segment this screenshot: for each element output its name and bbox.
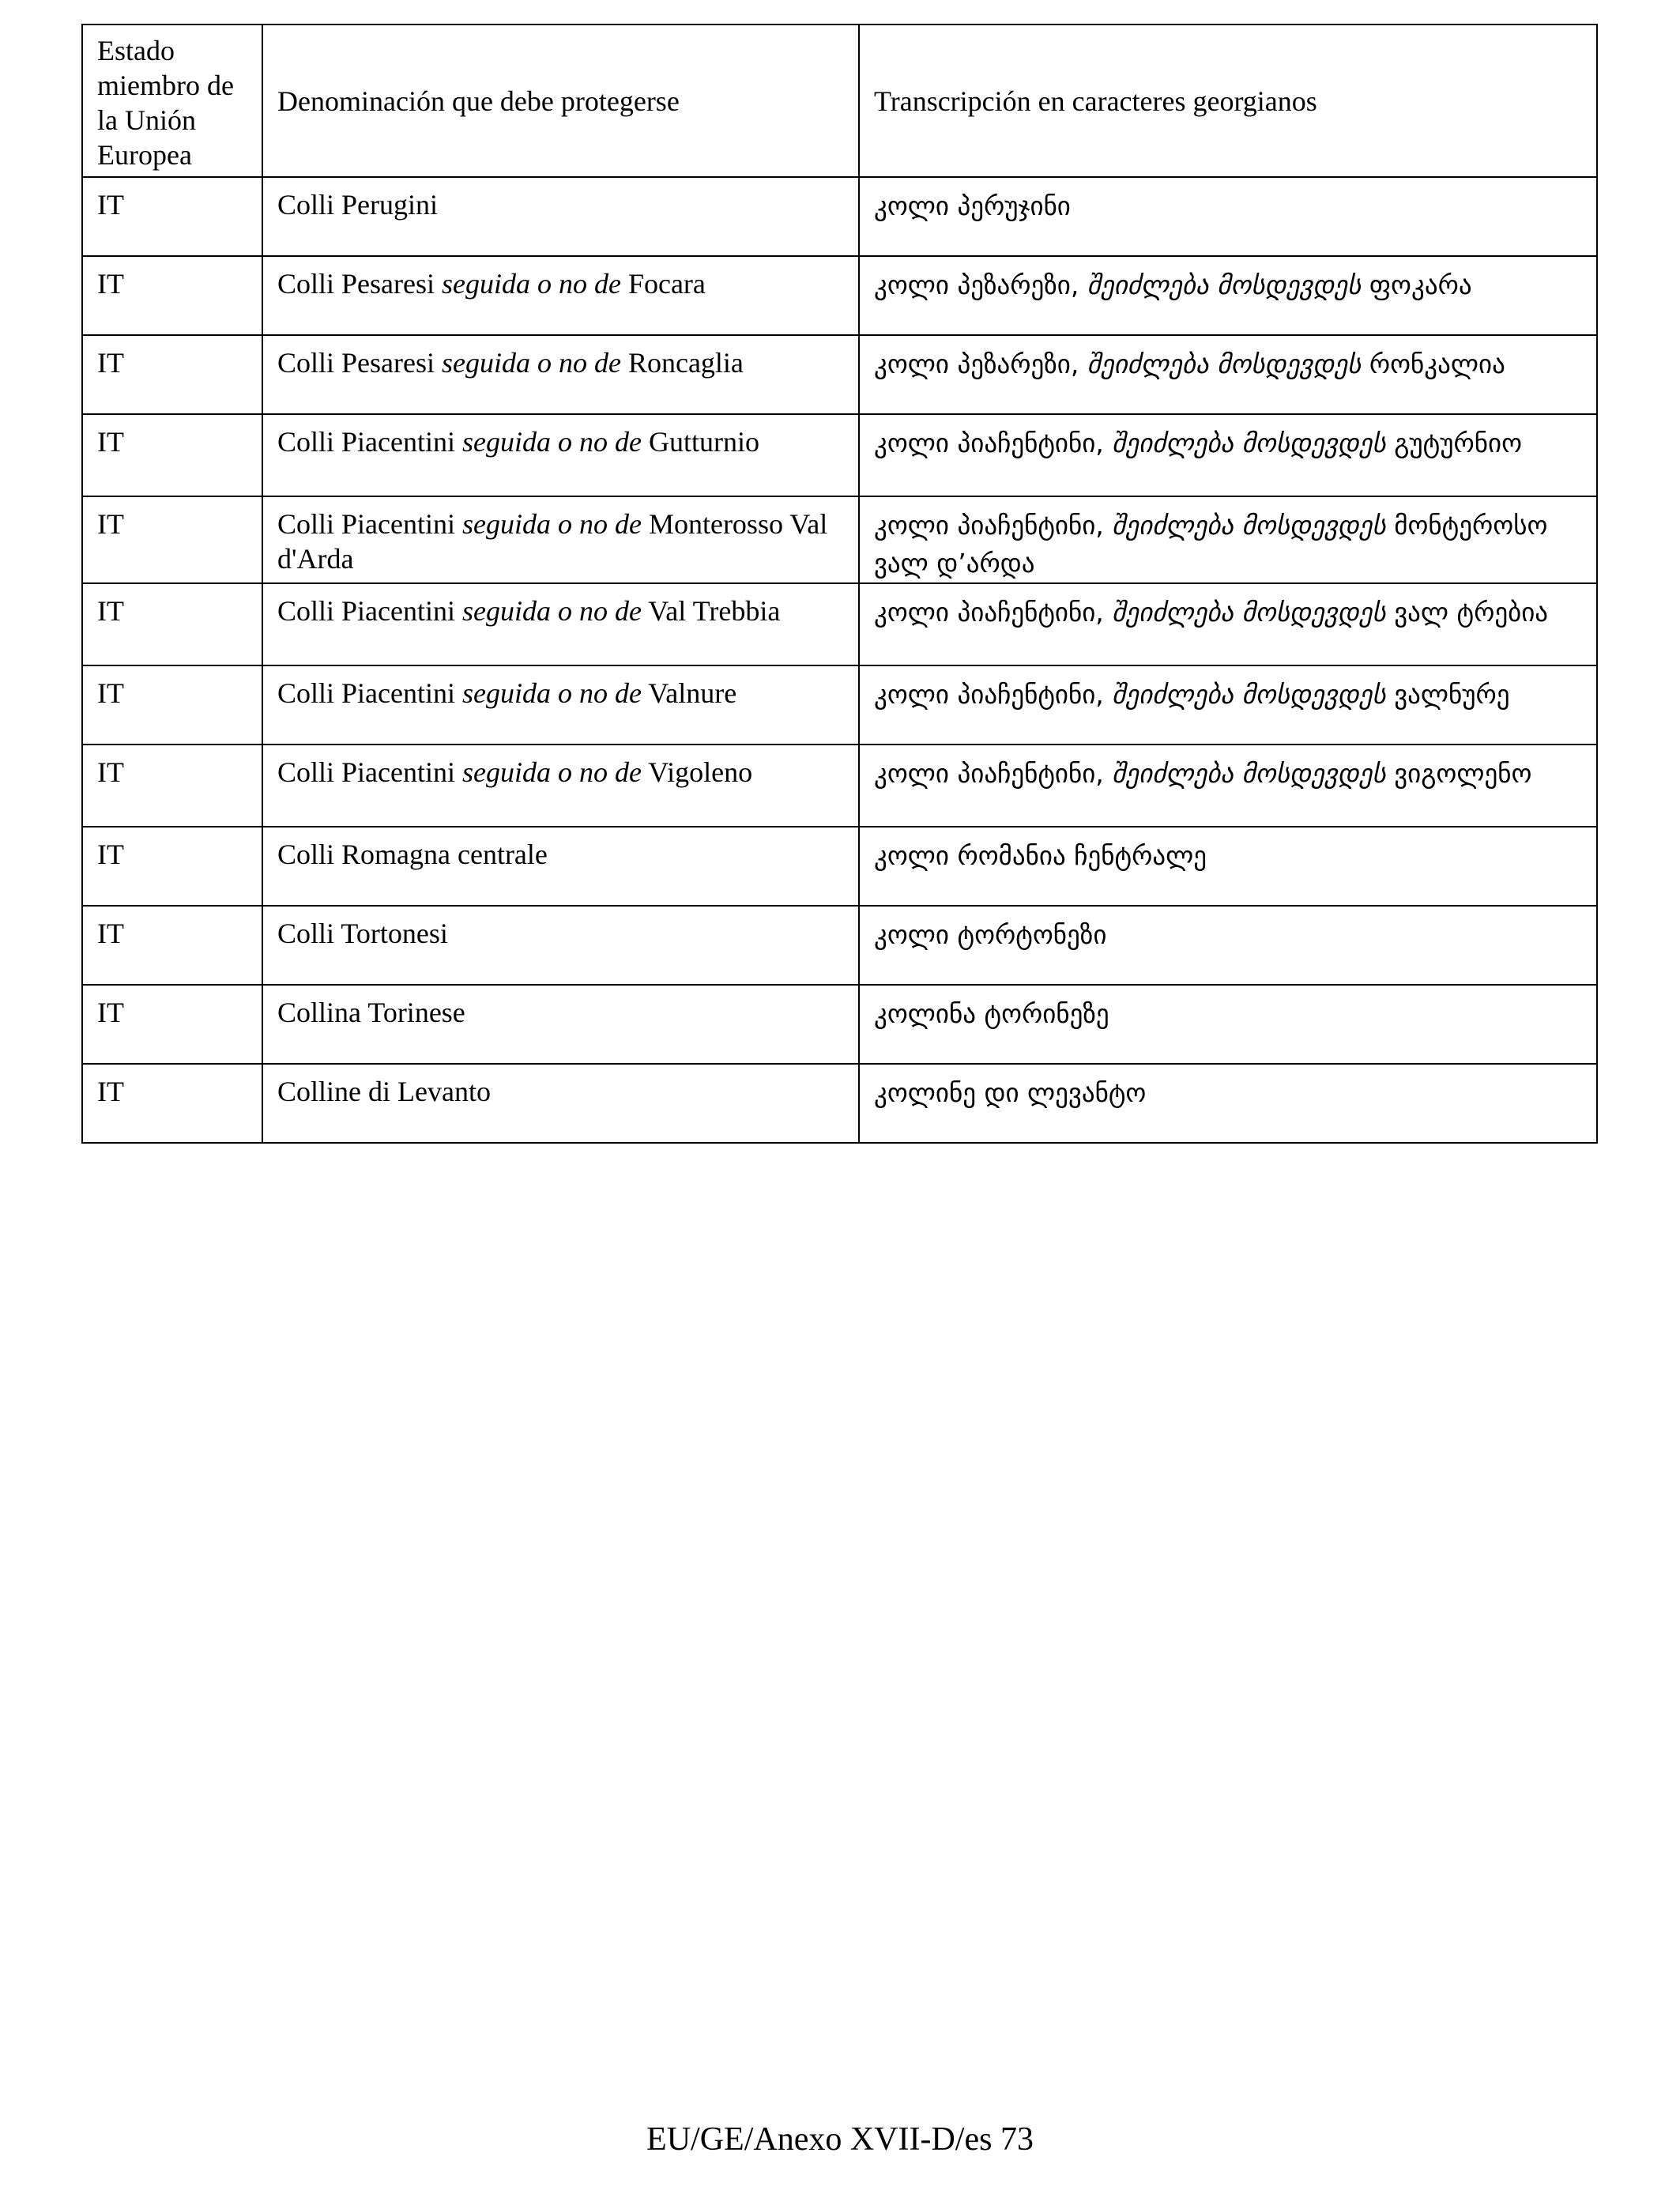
cell-transcription (859, 906, 1597, 985)
table-row (82, 745, 1597, 827)
cell-state: IT (82, 985, 262, 1064)
transcription-text: კოლი პეზარეზი, (874, 349, 1087, 379)
table-row (82, 177, 1597, 256)
page-footer-reference: EU/GE/Anexo XVII-D/es 73 (646, 2121, 1034, 2158)
table-row (82, 985, 1597, 1064)
denomination-suffix: Valnure (641, 677, 737, 709)
cell-transcription (859, 745, 1597, 827)
denomination-text: Colli Piacentini (277, 677, 462, 709)
denominations-table-wrapper (81, 24, 1596, 1144)
transcription-italic: შეიძლება მოსდევდეს (1112, 510, 1386, 541)
cell-transcription (859, 335, 1597, 414)
cell-state: IT (82, 256, 262, 335)
table-row (82, 665, 1597, 745)
cell-state: IT (82, 827, 262, 906)
header-denomination: Denominación que debe protegerse (262, 25, 859, 177)
transcription-suffix: ვალნურე (1385, 679, 1510, 710)
denomination-text: Colli Piacentini (277, 508, 462, 540)
transcription-text: კოლინე დი ლევანტო (874, 1077, 1147, 1108)
table-row (82, 496, 1597, 583)
cell-denomination (262, 985, 859, 1064)
cell-transcription (859, 665, 1597, 745)
cell-denomination (262, 1064, 859, 1143)
transcription-suffix: გუტურნიო (1385, 428, 1523, 458)
transcription-italic: შეიძლება მოსდევდეს (1112, 428, 1386, 458)
cell-transcription (859, 1064, 1597, 1143)
cell-transcription (859, 496, 1597, 583)
cell-state: IT (82, 665, 262, 745)
denomination-suffix: Vigoleno (641, 756, 753, 788)
transcription-text: კოლი პიაჩენტინი, (874, 758, 1113, 789)
transcription-text: კოლი პეზარეზი, (874, 270, 1087, 300)
cell-state: IT (82, 177, 262, 256)
denomination-italic: seguida o no de (461, 508, 642, 540)
denomination-text: Colli Romagna centrale (277, 839, 548, 870)
transcription-text: კოლი პიაჩენტინი, (874, 428, 1113, 458)
cell-state: IT (82, 745, 262, 827)
cell-denomination (262, 745, 859, 827)
table-row (82, 906, 1597, 985)
transcription-suffix: ვიგოლენო (1385, 758, 1532, 789)
transcription-text: კოლი ტორტონეზი (874, 919, 1107, 950)
table-row (82, 335, 1597, 414)
cell-denomination (262, 256, 859, 335)
denomination-italic: seguida o no de (461, 426, 642, 458)
transcription-italic: შეიძლება მოსდევდეს (1087, 270, 1362, 300)
transcription-text: კოლინა ტორინეზე (874, 998, 1109, 1029)
denomination-text: Colli Pesaresi (277, 347, 442, 379)
table-row (82, 414, 1597, 496)
denomination-text: Colli Pesaresi (277, 268, 442, 300)
transcription-suffix: მონტეროსო ვალ დ’არდა (874, 510, 1548, 579)
table-header-row (82, 25, 1597, 177)
denominations-table (81, 24, 1598, 1144)
cell-transcription (859, 177, 1597, 256)
denomination-text: Colli Tortonesi (277, 918, 448, 949)
cell-state: IT (82, 496, 262, 583)
transcription-text: კოლი პერუჯინი (874, 190, 1071, 221)
denomination-italic: seguida o no de (441, 268, 621, 300)
cell-transcription (859, 414, 1597, 496)
denomination-text: Colline di Levanto (277, 1076, 491, 1107)
cell-state: IT (82, 906, 262, 985)
denomination-suffix: Roncaglia (620, 347, 744, 379)
transcription-italic: შეიძლება მოსდევდეს (1112, 597, 1386, 628)
table-row (82, 583, 1597, 665)
denomination-suffix: Val Trebbia (641, 595, 781, 627)
transcription-suffix: ფოკარა (1361, 270, 1472, 300)
table-row (82, 256, 1597, 335)
denomination-italic: seguida o no de (461, 677, 642, 709)
denomination-suffix: Focara (620, 268, 706, 300)
header-state: Estado miembro de la Unión Europea (82, 25, 262, 177)
cell-denomination (262, 335, 859, 414)
cell-denomination (262, 906, 859, 985)
transcription-text: კოლი რომანია ჩენტრალე (874, 840, 1207, 871)
denomination-text: Colli Piacentini (277, 756, 462, 788)
cell-denomination (262, 414, 859, 496)
denomination-italic: seguida o no de (461, 595, 642, 627)
transcription-text: კოლი პიაჩენტინი, (874, 597, 1113, 628)
cell-denomination (262, 177, 859, 256)
cell-denomination (262, 827, 859, 906)
table-row (82, 827, 1597, 906)
transcription-text: კოლი პიაჩენტინი, (874, 679, 1113, 710)
cell-state: IT (82, 583, 262, 665)
transcription-italic: შეიძლება მოსდევდეს (1112, 758, 1386, 789)
denomination-text: Colli Piacentini (277, 595, 462, 627)
cell-transcription (859, 256, 1597, 335)
header-transcription: Transcripción en caracteres georgianos (859, 25, 1597, 177)
denomination-italic: seguida o no de (441, 347, 621, 379)
cell-denomination (262, 496, 859, 583)
denomination-italic: seguida o no de (461, 756, 642, 788)
denomination-suffix: Monterosso Val d'Arda (277, 508, 828, 575)
denomination-text: Colli Piacentini (277, 426, 462, 458)
cell-transcription (859, 583, 1597, 665)
transcription-suffix: რონკალია (1361, 349, 1505, 379)
transcription-text: კოლი პიაჩენტინი, (874, 510, 1113, 541)
cell-transcription (859, 827, 1597, 906)
transcription-suffix: ვალ ტრებია (1385, 597, 1549, 628)
cell-state: IT (82, 414, 262, 496)
denomination-suffix: Gutturnio (641, 426, 759, 458)
cell-state: IT (82, 1064, 262, 1143)
table-row (82, 1064, 1597, 1143)
cell-state: IT (82, 335, 262, 414)
denomination-text: Colli Perugini (277, 189, 439, 221)
cell-transcription (859, 985, 1597, 1064)
cell-denomination (262, 665, 859, 745)
transcription-italic: შეიძლება მოსდევდეს (1112, 679, 1386, 710)
transcription-italic: შეიძლება მოსდევდეს (1087, 349, 1362, 379)
cell-denomination (262, 583, 859, 665)
denomination-text: Collina Torinese (277, 997, 465, 1028)
